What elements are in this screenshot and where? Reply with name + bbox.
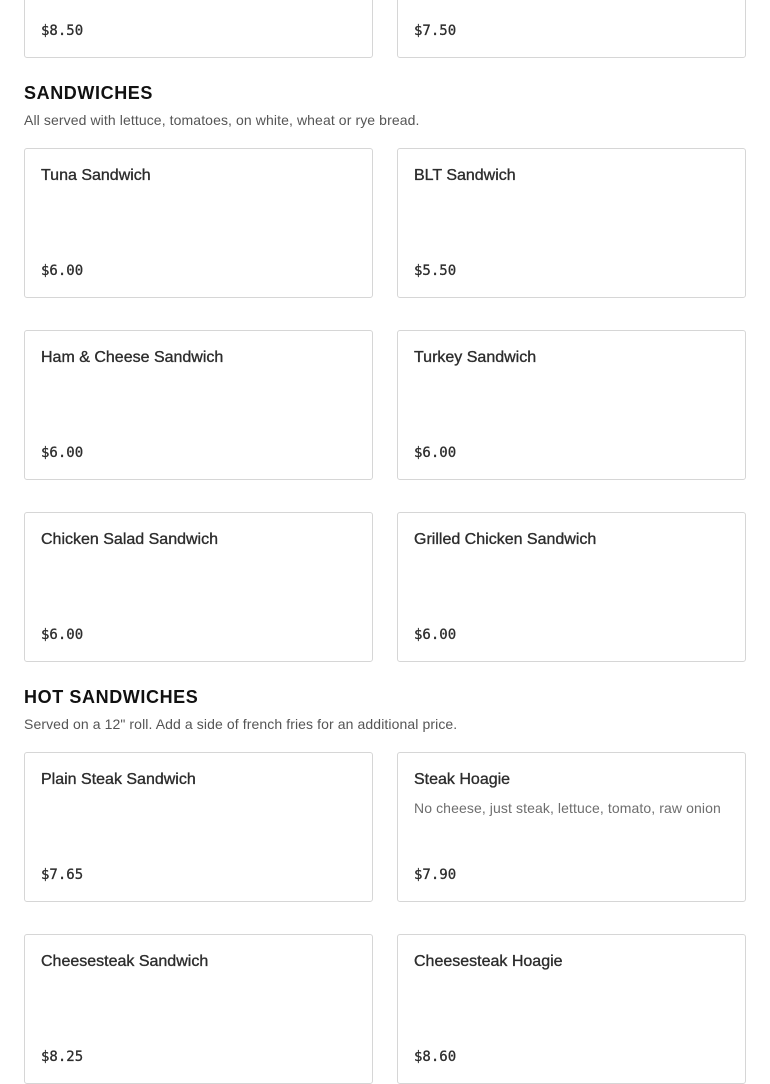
menu-item-card[interactable] bbox=[397, 752, 746, 902]
menu-item-card[interactable] bbox=[24, 148, 373, 298]
menu-item-card[interactable] bbox=[24, 330, 373, 480]
menu-item-price: $8.60 bbox=[414, 1049, 457, 1065]
menu-item-description: No cheese, just steak, lettuce, tomato, raw onion bbox=[414, 800, 721, 816]
menu-item-name: BLT Sandwich bbox=[414, 167, 516, 184]
menu-item-card[interactable] bbox=[397, 0, 746, 58]
menu-item-card[interactable] bbox=[24, 512, 373, 662]
menu-item-card[interactable] bbox=[24, 752, 373, 902]
menu-item-price: $7.65 bbox=[41, 867, 84, 883]
menu-item-card[interactable] bbox=[397, 512, 746, 662]
menu-item-name: Plain Steak Sandwich bbox=[41, 771, 196, 788]
menu-item-price: $6.00 bbox=[414, 627, 457, 643]
menu-item-card[interactable] bbox=[24, 0, 373, 58]
menu-item-price: $8.50 bbox=[41, 23, 84, 39]
menu-item-price: $6.00 bbox=[41, 627, 84, 643]
menu-item-price: $5.50 bbox=[414, 263, 457, 279]
menu-item-name: Cheesesteak Sandwich bbox=[41, 953, 209, 970]
menu-item-price: $6.00 bbox=[414, 445, 457, 461]
menu-item-price: $6.00 bbox=[41, 445, 84, 461]
menu-item-price: $8.25 bbox=[41, 1049, 84, 1065]
menu-item-name: Turkey Sandwich bbox=[414, 349, 537, 366]
menu-item-card[interactable] bbox=[24, 934, 373, 1084]
section-description: Served on a 12" roll. Add a side of french fries for an additional price. bbox=[24, 716, 458, 732]
section-title-hot-sandwiches: HOT SANDWICHES bbox=[24, 687, 199, 707]
menu-item-card[interactable] bbox=[397, 934, 746, 1084]
menu-item-price: $7.50 bbox=[414, 23, 457, 39]
menu-item-name: Grilled Chicken Sandwich bbox=[414, 531, 597, 548]
menu-item-card[interactable] bbox=[397, 330, 746, 480]
menu-item-name: Cheesesteak Hoagie bbox=[414, 953, 563, 970]
section-description: All served with lettuce, tomatoes, on white, wheat or rye bread. bbox=[24, 112, 420, 128]
menu-item-name: Steak Hoagie bbox=[414, 771, 511, 788]
menu-item-name: Chicken Salad Sandwich bbox=[41, 531, 218, 548]
menu-item-price: $7.90 bbox=[414, 867, 457, 883]
menu-item-card[interactable] bbox=[397, 148, 746, 298]
menu-item-price: $6.00 bbox=[41, 263, 84, 279]
menu-item-name: Ham & Cheese Sandwich bbox=[41, 349, 224, 366]
menu-item-name: Tuna Sandwich bbox=[41, 167, 151, 184]
section-title-sandwiches: SANDWICHES bbox=[24, 83, 154, 103]
